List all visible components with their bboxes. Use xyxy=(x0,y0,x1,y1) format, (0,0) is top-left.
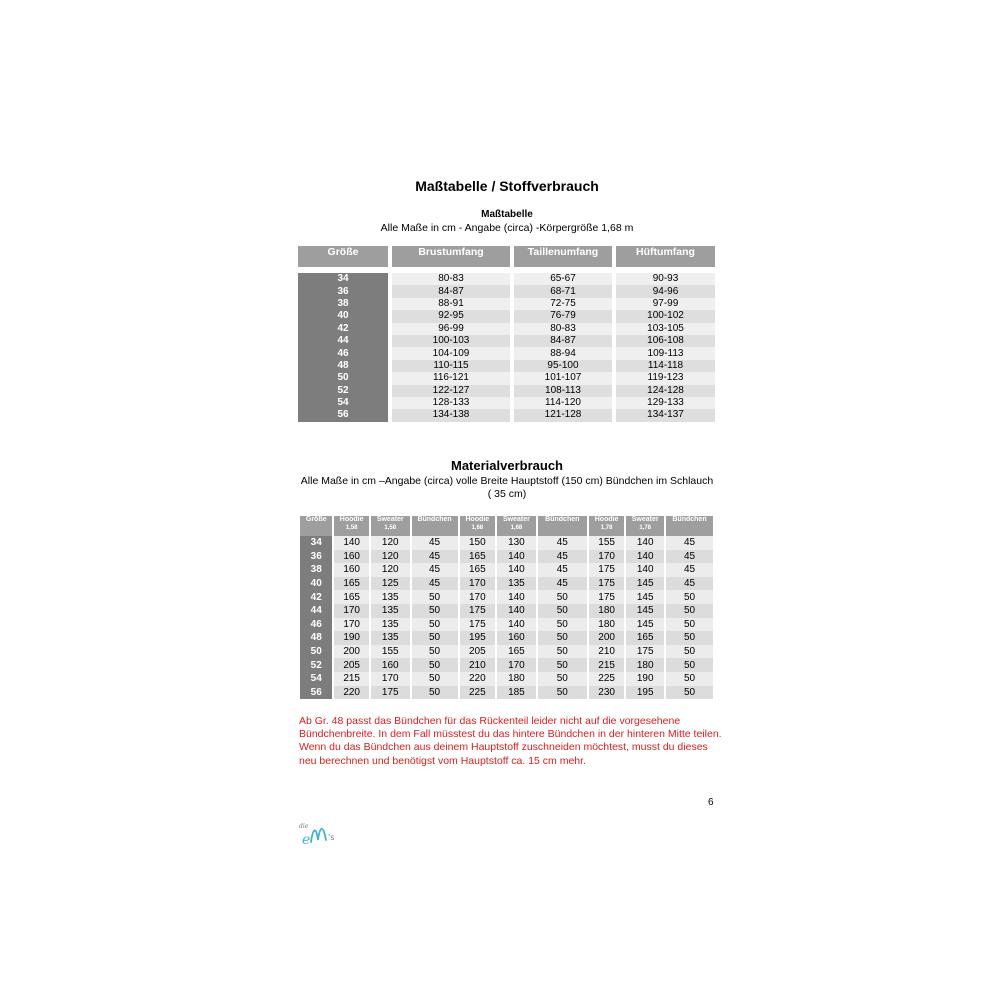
table-row xyxy=(298,285,715,297)
header-line1: Hoodie xyxy=(465,516,490,523)
measurement-cell: 68-71 xyxy=(514,285,616,297)
amount-cell: 145 xyxy=(626,618,666,632)
amount-cell: 120 xyxy=(371,536,412,550)
amount-cell: 140 xyxy=(334,536,371,550)
header-line2: 1,58 xyxy=(345,525,358,531)
amount-cell: 185 xyxy=(497,686,538,700)
measurement-cell: 101-107 xyxy=(514,372,616,384)
size-cell: 48 xyxy=(298,360,392,372)
amount-cell: 50 xyxy=(666,686,713,700)
measurement-cell: 103-105 xyxy=(616,323,715,335)
measurement-cell: 84-87 xyxy=(514,335,616,347)
material-header-cell xyxy=(626,516,666,536)
amount-cell: 45 xyxy=(412,563,460,577)
table-row xyxy=(300,536,713,550)
amount-cell: 175 xyxy=(589,577,627,591)
measurement-cell: 108-113 xyxy=(514,385,616,397)
amount-cell: 120 xyxy=(371,563,412,577)
header-line2: 1,78 xyxy=(639,525,652,531)
table-row xyxy=(298,385,715,397)
amount-cell: 50 xyxy=(412,686,460,700)
amount-cell: 170 xyxy=(589,550,627,564)
amount-cell: 175 xyxy=(460,618,498,632)
amount-cell: 165 xyxy=(460,550,498,564)
amount-cell: 175 xyxy=(626,645,666,659)
header-line1: Größe xyxy=(305,516,327,523)
header-line2: 1,68 xyxy=(510,525,523,531)
table-row xyxy=(300,645,713,659)
size-cell: 54 xyxy=(300,672,334,686)
material-header-cell xyxy=(460,516,498,536)
size-table-note: Alle Maße in cm - Angabe (circa) -Körpergröße 1,68 m xyxy=(380,222,634,234)
measurement-cell: 134-137 xyxy=(616,409,715,421)
amount-cell: 135 xyxy=(371,631,412,645)
measurement-cell: 92-95 xyxy=(392,310,514,322)
amount-cell: 45 xyxy=(538,536,589,550)
size-cell: 46 xyxy=(300,618,334,632)
table-row xyxy=(298,335,715,347)
amount-cell: 165 xyxy=(334,590,371,604)
material-header-cell xyxy=(538,516,589,536)
amount-cell: 140 xyxy=(497,604,538,618)
amount-cell: 45 xyxy=(412,550,460,564)
amount-cell: 150 xyxy=(460,536,498,550)
measurement-cell: 104-109 xyxy=(392,347,514,359)
measurement-cell: 110-115 xyxy=(392,360,514,372)
amount-cell: 140 xyxy=(626,563,666,577)
measurement-cell: 72-75 xyxy=(514,298,616,310)
table-row xyxy=(298,323,715,335)
amount-cell: 140 xyxy=(626,550,666,564)
size-cell: 42 xyxy=(300,590,334,604)
amount-cell: 145 xyxy=(626,577,666,591)
amount-cell: 170 xyxy=(334,618,371,632)
table-row xyxy=(298,273,715,285)
amount-cell: 160 xyxy=(334,550,371,564)
amount-cell: 175 xyxy=(371,686,412,700)
measurement-cell: 97-99 xyxy=(616,298,715,310)
amount-cell: 190 xyxy=(334,631,371,645)
size-cell: 56 xyxy=(298,409,392,421)
amount-cell: 175 xyxy=(589,590,627,604)
amount-cell: 45 xyxy=(538,563,589,577)
amount-cell: 130 xyxy=(497,536,538,550)
measurement-cell: 88-94 xyxy=(514,347,616,359)
material-header-cell xyxy=(666,516,713,536)
logo-small-text: die xyxy=(299,823,309,830)
page-number: 6 xyxy=(708,797,714,808)
amount-cell: 165 xyxy=(497,645,538,659)
measurement-cell: 100-102 xyxy=(616,310,715,322)
measurement-cell: 80-83 xyxy=(514,323,616,335)
table-row xyxy=(298,360,715,372)
size-table-header-cell: Taillenumfang xyxy=(514,246,616,267)
material-table-note: Alle Maße in cm –Angabe (circa) volle Breite Hauptstoff (150 cm) Bündchen im Schlauch ( 35 cm) xyxy=(300,475,714,500)
amount-cell: 215 xyxy=(334,672,371,686)
amount-cell: 160 xyxy=(497,631,538,645)
amount-cell: 210 xyxy=(460,658,498,672)
size-cell: 46 xyxy=(298,347,392,359)
material-header-cell xyxy=(412,516,460,536)
amount-cell: 120 xyxy=(371,550,412,564)
amount-cell: 155 xyxy=(371,645,412,659)
amount-cell: 180 xyxy=(589,604,627,618)
amount-cell: 45 xyxy=(666,536,713,550)
page-title: Maßtabelle / Stoffverbrauch xyxy=(415,178,599,194)
amount-cell: 190 xyxy=(626,672,666,686)
amount-cell: 45 xyxy=(666,563,713,577)
size-table-header-cell: Brustumfang xyxy=(392,246,514,267)
header-line1: Hoodie xyxy=(594,516,619,523)
amount-cell: 170 xyxy=(371,672,412,686)
measurement-cell: 84-87 xyxy=(392,285,514,297)
amount-cell: 50 xyxy=(412,672,460,686)
amount-cell: 50 xyxy=(538,672,589,686)
header-line1: Sweater xyxy=(502,516,530,523)
header-line1: Sweater xyxy=(631,516,659,523)
size-table-header-cell: Größe xyxy=(298,246,392,267)
amount-cell: 225 xyxy=(460,686,498,700)
amount-cell: 165 xyxy=(460,563,498,577)
amount-cell: 45 xyxy=(412,577,460,591)
header-line1: Hoodie xyxy=(339,516,364,523)
amount-cell: 135 xyxy=(497,577,538,591)
size-cell: 52 xyxy=(300,658,334,672)
amount-cell: 50 xyxy=(538,604,589,618)
amount-cell: 170 xyxy=(334,604,371,618)
table-row xyxy=(300,672,713,686)
table-row xyxy=(298,409,715,421)
size-cell: 50 xyxy=(298,372,392,384)
table-row xyxy=(300,631,713,645)
amount-cell: 145 xyxy=(626,604,666,618)
amount-cell: 125 xyxy=(371,577,412,591)
measurement-cell: 95-100 xyxy=(514,360,616,372)
material-table-title: Materialverbrauch xyxy=(451,458,563,473)
amount-cell: 45 xyxy=(666,577,713,591)
measurement-cell: 96-99 xyxy=(392,323,514,335)
material-table xyxy=(300,516,713,699)
size-cell: 54 xyxy=(298,397,392,409)
measurement-cell: 88-91 xyxy=(392,298,514,310)
amount-cell: 170 xyxy=(497,658,538,672)
table-row xyxy=(300,550,713,564)
size-cell: 40 xyxy=(298,310,392,322)
measurement-cell: 121-128 xyxy=(514,409,616,421)
amount-cell: 170 xyxy=(460,577,498,591)
warning-text xyxy=(299,715,724,768)
measurement-cell: 114-120 xyxy=(514,397,616,409)
size-table-header-row xyxy=(298,246,715,267)
size-table xyxy=(298,246,715,422)
size-cell: 52 xyxy=(298,385,392,397)
size-cell: 38 xyxy=(300,563,334,577)
amount-cell: 50 xyxy=(412,604,460,618)
amount-cell: 50 xyxy=(538,618,589,632)
measurement-cell: 129-133 xyxy=(616,397,715,409)
size-cell: 56 xyxy=(300,686,334,700)
table-row xyxy=(298,397,715,409)
material-table-header-row xyxy=(300,516,713,536)
amount-cell: 210 xyxy=(589,645,627,659)
header-line1: Bündchen xyxy=(672,516,707,523)
material-header-cell xyxy=(589,516,627,536)
amount-cell: 230 xyxy=(589,686,627,700)
measurement-cell: 124-128 xyxy=(616,385,715,397)
header-line1: Sweater xyxy=(376,516,404,523)
amount-cell: 180 xyxy=(589,618,627,632)
logo-m-stroke xyxy=(311,829,326,842)
amount-cell: 50 xyxy=(666,672,713,686)
logo-icon xyxy=(296,818,342,848)
measurement-cell: 106-108 xyxy=(616,335,715,347)
measurement-cell: 76-79 xyxy=(514,310,616,322)
amount-cell: 140 xyxy=(626,536,666,550)
size-cell: 34 xyxy=(300,536,334,550)
amount-cell: 200 xyxy=(334,645,371,659)
logo-s-letter: 's xyxy=(328,833,335,842)
amount-cell: 220 xyxy=(460,672,498,686)
amount-cell: 50 xyxy=(412,658,460,672)
size-table-body xyxy=(298,267,715,422)
size-cell: 44 xyxy=(300,604,334,618)
measurement-cell: 114-118 xyxy=(616,360,715,372)
measurement-cell: 80-83 xyxy=(392,273,514,285)
amount-cell: 140 xyxy=(497,563,538,577)
logo-e-letter: e xyxy=(302,832,311,848)
amount-cell: 135 xyxy=(371,590,412,604)
material-table-body xyxy=(300,536,713,699)
amount-cell: 45 xyxy=(666,550,713,564)
size-cell: 50 xyxy=(300,645,334,659)
size-cell: 42 xyxy=(298,323,392,335)
warning-paragraph: Wenn du das Bündchen aus deinem Hauptstoff zuschneiden möchtest, musst du dieses neu berechnen und benötigst vom Hauptstoff ca. 15 cm mehr. xyxy=(299,741,708,767)
amount-cell: 50 xyxy=(412,645,460,659)
amount-cell: 175 xyxy=(460,604,498,618)
material-header-cell xyxy=(371,516,412,536)
table-row xyxy=(300,563,713,577)
amount-cell: 135 xyxy=(371,618,412,632)
table-row xyxy=(298,298,715,310)
amount-cell: 135 xyxy=(371,604,412,618)
header-line1: Bündchen xyxy=(417,516,452,523)
amount-cell: 50 xyxy=(666,658,713,672)
amount-cell: 160 xyxy=(334,563,371,577)
amount-cell: 50 xyxy=(412,590,460,604)
table-row xyxy=(300,658,713,672)
amount-cell: 140 xyxy=(497,590,538,604)
table-row xyxy=(298,310,715,322)
measurement-cell: 116-121 xyxy=(392,372,514,384)
amount-cell: 200 xyxy=(589,631,627,645)
amount-cell: 170 xyxy=(460,590,498,604)
amount-cell: 205 xyxy=(334,658,371,672)
amount-cell: 50 xyxy=(538,686,589,700)
amount-cell: 50 xyxy=(412,631,460,645)
table-row xyxy=(298,347,715,359)
size-table-header-cell: Hüftumfang xyxy=(616,246,715,267)
size-cell: 36 xyxy=(298,285,392,297)
table-row xyxy=(300,618,713,632)
amount-cell: 220 xyxy=(334,686,371,700)
amount-cell: 50 xyxy=(538,631,589,645)
amount-cell: 160 xyxy=(371,658,412,672)
amount-cell: 165 xyxy=(626,631,666,645)
amount-cell: 225 xyxy=(589,672,627,686)
table-row xyxy=(300,604,713,618)
size-table-title: Maßtabelle xyxy=(481,209,533,220)
size-cell: 48 xyxy=(300,631,334,645)
measurement-cell: 94-96 xyxy=(616,285,715,297)
header-line2: 1,68 xyxy=(471,525,484,531)
amount-cell: 50 xyxy=(538,590,589,604)
amount-cell: 175 xyxy=(589,563,627,577)
amount-cell: 195 xyxy=(460,631,498,645)
amount-cell: 205 xyxy=(460,645,498,659)
amount-cell: 50 xyxy=(412,618,460,632)
amount-cell: 50 xyxy=(666,645,713,659)
amount-cell: 195 xyxy=(626,686,666,700)
table-row xyxy=(300,686,713,700)
amount-cell: 180 xyxy=(497,672,538,686)
amount-cell: 145 xyxy=(626,590,666,604)
amount-cell: 50 xyxy=(666,590,713,604)
header-line2: 1,58 xyxy=(384,525,397,531)
amount-cell: 50 xyxy=(538,645,589,659)
amount-cell: 45 xyxy=(538,550,589,564)
amount-cell: 140 xyxy=(497,618,538,632)
amount-cell: 155 xyxy=(589,536,627,550)
measurement-cell: 90-93 xyxy=(616,273,715,285)
amount-cell: 45 xyxy=(412,536,460,550)
amount-cell: 50 xyxy=(666,631,713,645)
amount-cell: 50 xyxy=(666,604,713,618)
warning-paragraph: Ab Gr. 48 passt das Bündchen für das Rückenteil leider nicht auf die vorgesehene Bündchenbreite. In dem Fall müsstest du das hintere Bündchen in der hinteren Mitte teilen. xyxy=(299,715,722,741)
amount-cell: 180 xyxy=(626,658,666,672)
amount-cell: 215 xyxy=(589,658,627,672)
amount-cell: 45 xyxy=(538,577,589,591)
amount-cell: 50 xyxy=(666,618,713,632)
table-row xyxy=(298,372,715,384)
measurement-cell: 65-67 xyxy=(514,273,616,285)
measurement-cell: 109-113 xyxy=(616,347,715,359)
size-cell: 36 xyxy=(300,550,334,564)
material-header-cell xyxy=(334,516,371,536)
amount-cell: 50 xyxy=(538,658,589,672)
material-header-cell xyxy=(300,516,334,536)
measurement-cell: 134-138 xyxy=(392,409,514,421)
size-cell: 34 xyxy=(298,273,392,285)
size-cell: 44 xyxy=(298,335,392,347)
measurement-cell: 100-103 xyxy=(392,335,514,347)
amount-cell: 165 xyxy=(334,577,371,591)
header-line2: 1,78 xyxy=(600,525,613,531)
measurement-cell: 122-127 xyxy=(392,385,514,397)
amount-cell: 140 xyxy=(497,550,538,564)
material-header-cell xyxy=(497,516,538,536)
size-cell: 38 xyxy=(298,298,392,310)
size-cell: 40 xyxy=(300,577,334,591)
measurement-cell: 128-133 xyxy=(392,397,514,409)
table-row xyxy=(300,590,713,604)
header-line1: Bündchen xyxy=(545,516,580,523)
table-row xyxy=(300,577,713,591)
measurement-cell: 119-123 xyxy=(616,372,715,384)
